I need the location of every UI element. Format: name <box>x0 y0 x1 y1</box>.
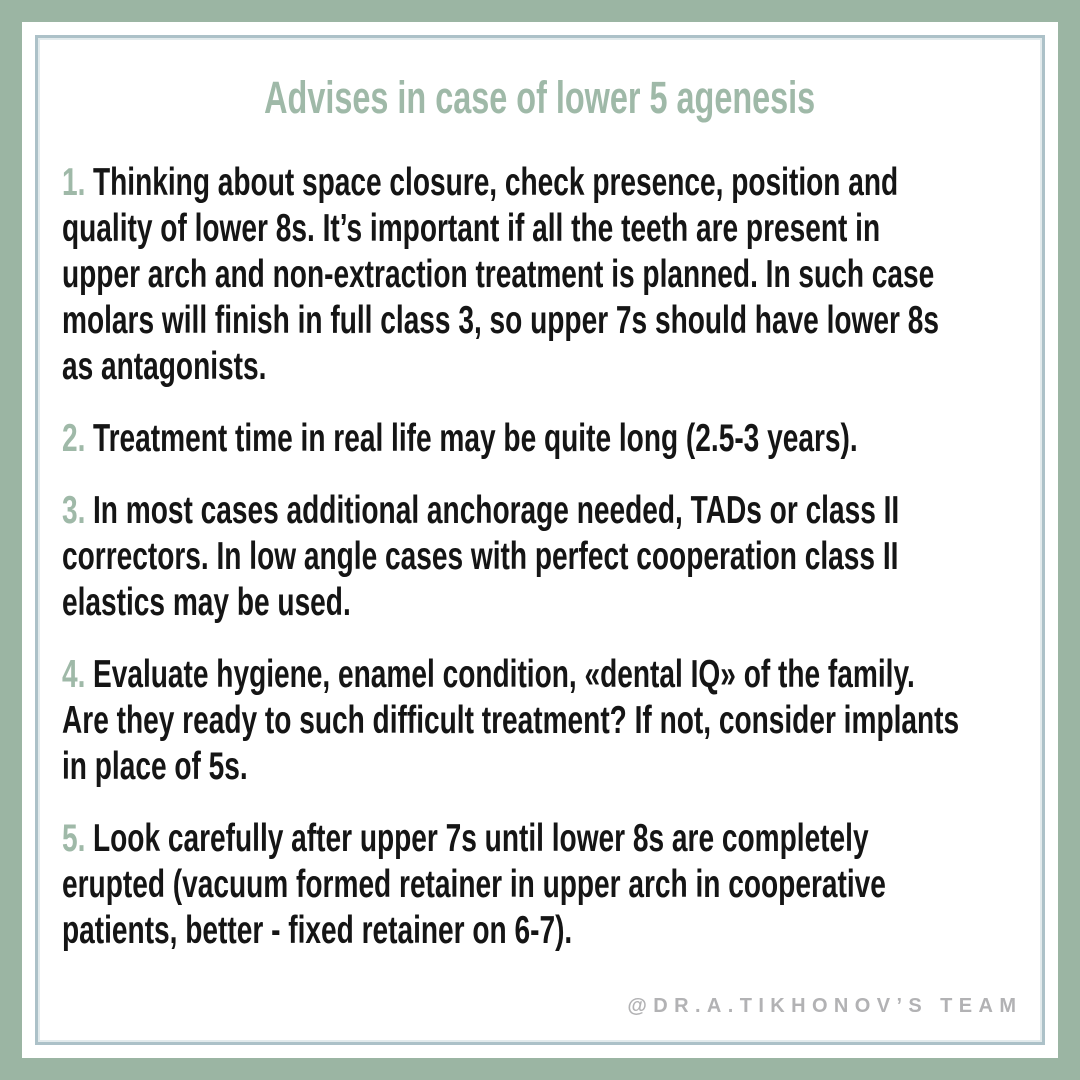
page-title <box>62 74 1018 122</box>
text-line: as antagonists. <box>62 345 267 388</box>
line-text: Thinking about space closure, check presence, position and <box>92 161 899 204</box>
advice-item-2 <box>62 416 1018 462</box>
item-number: 3. <box>62 489 86 532</box>
text-line <box>62 160 899 206</box>
line-text: Evaluate hygiene, enamel condition, «dental IQ» of the family. <box>92 653 915 696</box>
item-number: 2. <box>62 417 86 460</box>
item-number: 4. <box>62 653 86 696</box>
text-line: in place of 5s. <box>62 745 248 788</box>
text-line <box>62 816 869 862</box>
white-mat <box>22 22 1058 1058</box>
advice-item-1 <box>62 160 1018 390</box>
advice-item-5 <box>62 816 1018 954</box>
text-line: molars will finish in full class 3, so upper 7s should have lower 8s <box>62 299 939 342</box>
text-line: patients, better - fixed retainer on 6-7). <box>62 909 573 952</box>
advice-list <box>62 160 1018 954</box>
text-line: upper arch and non-extraction treatment is planned. In such case <box>62 253 935 296</box>
line-text: Look carefully after upper 7s until lower 8s are completely <box>92 817 869 860</box>
item-number: 1. <box>62 161 86 204</box>
page-title-text: Advises in case of lower 5 agenesis <box>264 72 816 123</box>
text-line: quality of lower 8s. It’s important if all the teeth are present in <box>62 207 881 250</box>
advice-item-4 <box>62 652 1018 790</box>
text-line: correctors. In low angle cases with perfect cooperation class II <box>62 535 899 578</box>
advice-item-3 <box>62 488 1018 626</box>
line-text: In most cases additional anchorage needed, TADs or class II <box>92 489 900 532</box>
content-panel <box>35 35 1045 1045</box>
text-line: Are they ready to such difficult treatment? If not, consider implants <box>62 699 960 742</box>
text-line: erupted (vacuum formed retainer in upper arch in cooperative <box>62 863 886 906</box>
line-text: Treatment time in real life may be quite long (2.5-3 years). <box>92 417 858 460</box>
text-line: elastics may be used. <box>62 581 351 624</box>
text-line <box>62 416 858 462</box>
watermark-credit: @DR.A.TIKHONOV’S TEAM <box>627 995 1023 1017</box>
text-line <box>62 652 915 698</box>
text-line <box>62 488 900 534</box>
item-number: 5. <box>62 817 86 860</box>
